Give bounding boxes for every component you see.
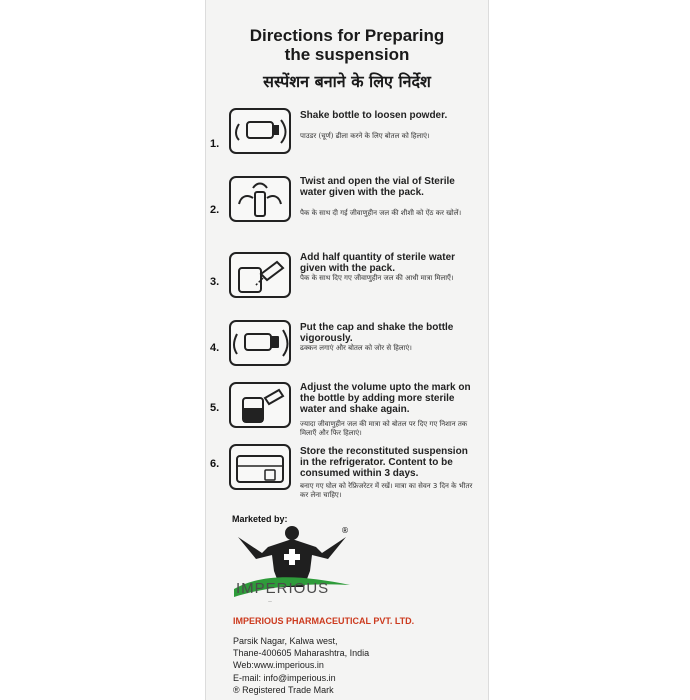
step-number: 1. (210, 138, 220, 150)
cap-shake-icon (229, 320, 291, 366)
heading-line-2: the suspension (284, 45, 410, 64)
step-number: 3. (210, 276, 220, 288)
brand-tagline-decor: — (268, 599, 272, 604)
step-text-hi: ढक्कन लगाएं और बोतल को जोर से हिलाएं। (300, 344, 412, 352)
step-text-en: Put the cap and shake the bottle vigorously. (300, 322, 454, 344)
step-text-en: Adjust the volume upto the mark on the bottle by adding more sterile water and shake again. (300, 382, 471, 415)
heading-hindi: सस्पेंशन बनाने के लिए निर्देश (263, 72, 431, 91)
open-vial-icon (229, 176, 291, 222)
step-text-en: Add half quantity of sterile water given with the pack. (300, 252, 456, 274)
store-fridge-icon (229, 444, 291, 490)
adjust-volume-icon (229, 382, 291, 428)
step-text-en: Twist and open the vial of Sterile water given with the pack. (300, 176, 455, 198)
email: E-mail: info@imperious.in (233, 673, 336, 683)
step-number: 4. (210, 342, 220, 354)
company-name: IMPERIOUS PHARMACEUTICAL PVT. LTD. (233, 616, 415, 626)
address-line-1: Parsik Nagar, Kalwa west, (233, 636, 338, 646)
step-number: 2. (210, 204, 220, 216)
step-text-en: Store the reconstituted suspension in the refrigerator. Content to be consumed within 3 days. (300, 446, 468, 479)
step-text-hi: बनाए गए घोल को रेफ्रिजरेटर में रखें। मात्रा का सेवन 3 दिन के भीतर कर लेना चाहिए। (300, 482, 473, 499)
step-text-hi: पाउडर (चूर्ण) ढीला करने के लिए बोतल को हिलाएं। (300, 132, 430, 140)
marketed-by-label: Marketed by: (232, 514, 288, 524)
step-text-hi: ज्यादा जीवाणुहीन जल की मात्रा को बोतल पर दिए गए निशान तक मिलाएँ और फिर हिलाएं। (300, 420, 468, 437)
heading-line-1: Directions for Preparing (249, 26, 445, 45)
trademark-note: ® Registered Trade Mark (233, 685, 334, 695)
registered-mark: ® (341, 526, 349, 535)
website: Web:www.imperious.in (233, 660, 324, 670)
pour-water-icon (229, 252, 291, 298)
step-text-hi: पैक के साथ दिए गए जीवाणुहीन जल की आधी मात्रा मिलाएँ। (300, 274, 454, 282)
step-text-hi: पैक के साथ दी गई जीवाणुहीन जल की शीशी को ऐंठ कर खोलें। (300, 209, 462, 217)
step-number: 5. (210, 402, 220, 414)
leaflet-panel (205, 0, 489, 700)
shake-bottle-icon (229, 108, 291, 154)
brand-name: IMPERIOUS (236, 580, 330, 597)
address-line-2: Thane-400605 Maharashtra, India (233, 648, 370, 658)
step-number: 6. (210, 458, 220, 470)
step-text-en: Shake bottle to loosen powder. (300, 110, 448, 121)
